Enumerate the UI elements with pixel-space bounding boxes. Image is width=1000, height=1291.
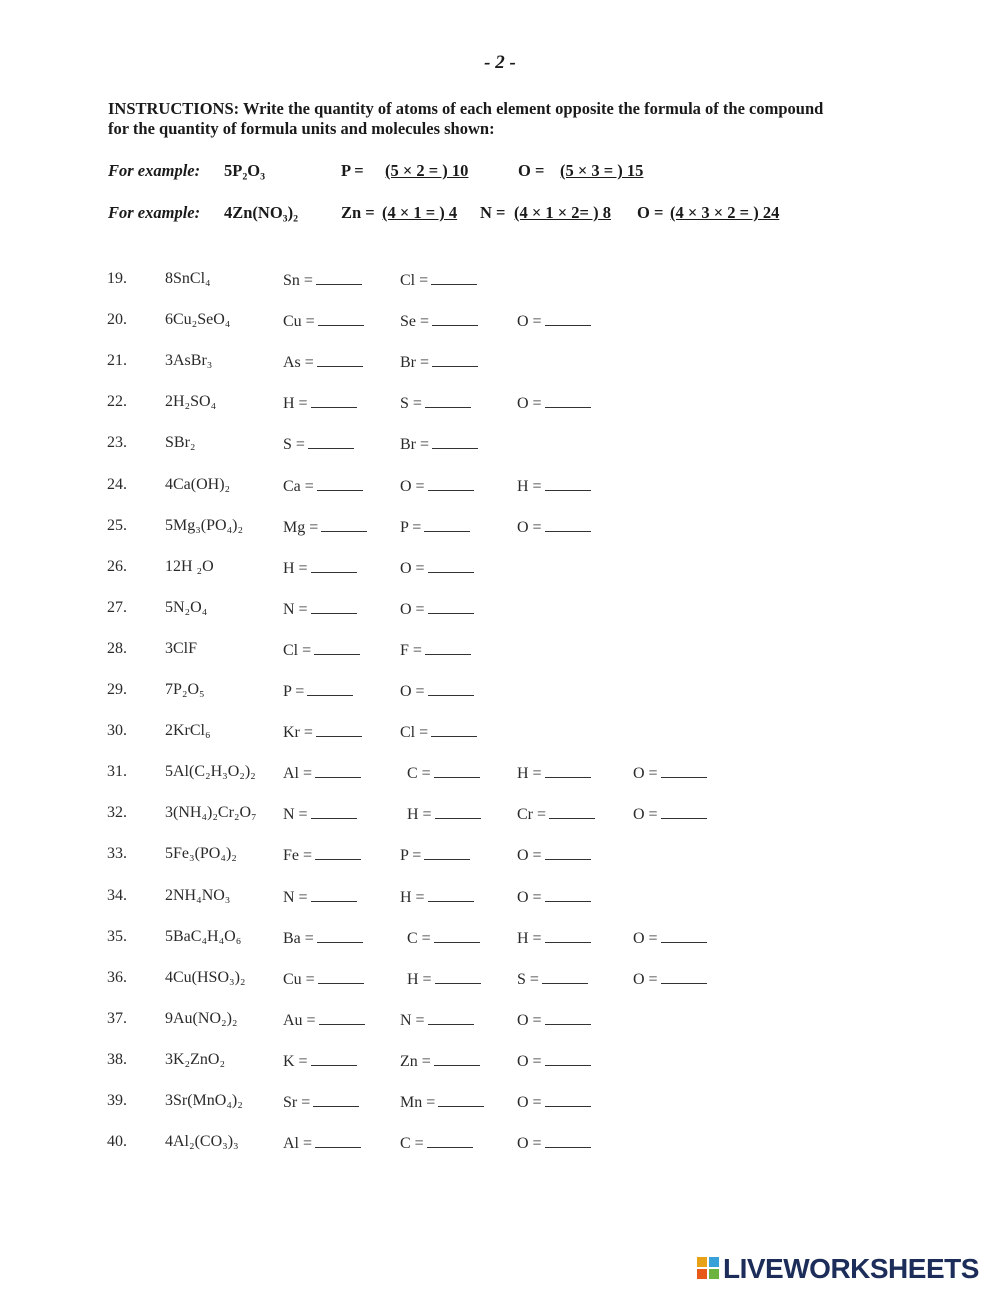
answer-blank[interactable] xyxy=(435,804,481,819)
element-answer xyxy=(283,352,363,372)
example-element: Zn = xyxy=(341,203,375,222)
element-label: O = xyxy=(517,395,542,412)
logo-text: LIVEWORKSHEETS xyxy=(723,1253,979,1284)
element-answer xyxy=(517,311,591,331)
problem-number: 36. xyxy=(107,969,127,986)
element-label: F = xyxy=(400,642,422,659)
element-label: Al = xyxy=(283,1135,313,1152)
element-answer xyxy=(400,311,478,331)
answer-blank[interactable] xyxy=(428,1010,474,1025)
answer-blank[interactable] xyxy=(545,517,591,532)
element-label: N = xyxy=(283,601,308,618)
answer-blank[interactable] xyxy=(315,1133,361,1148)
element-label: H = xyxy=(400,889,425,906)
answer-blank[interactable] xyxy=(427,1133,473,1148)
element-answer xyxy=(283,722,362,742)
element-label: O = xyxy=(633,765,658,782)
problem-row xyxy=(0,804,1000,828)
answer-blank[interactable] xyxy=(311,887,357,902)
problem-number: 21. xyxy=(107,352,127,369)
element-answer xyxy=(633,804,707,824)
element-answer xyxy=(517,763,591,783)
example-answer: (5 × 3 = ) 15 xyxy=(560,161,644,180)
element-label: O = xyxy=(400,478,425,495)
answer-blank[interactable] xyxy=(428,558,474,573)
element-label: H = xyxy=(283,560,308,577)
element-label: S = xyxy=(517,971,539,988)
problem-number: 24. xyxy=(107,476,127,493)
element-answer xyxy=(400,393,471,413)
example-element: N = xyxy=(480,203,506,222)
answer-blank[interactable] xyxy=(431,270,477,285)
element-label: O = xyxy=(400,683,425,700)
problem-formula: 5Mg₃(PO₄)₂ xyxy=(165,517,244,534)
problem-row xyxy=(0,517,1000,541)
answer-blank[interactable] xyxy=(424,845,470,860)
problem-row xyxy=(0,476,1000,500)
element-label: O = xyxy=(633,930,658,947)
problem-formula: 5Fe₃(PO₄)₂ xyxy=(165,845,237,862)
element-answer xyxy=(400,1051,480,1071)
answer-blank[interactable] xyxy=(425,640,471,655)
element-label: Kr = xyxy=(283,724,313,741)
problem-number: 27. xyxy=(107,599,127,616)
answer-blank[interactable] xyxy=(545,928,591,943)
element-answer xyxy=(517,928,591,948)
example-formula: 4Zn(NO₃)₂ xyxy=(224,203,299,222)
answer-blank[interactable] xyxy=(318,969,364,984)
element-answer xyxy=(633,969,707,989)
answer-blank[interactable] xyxy=(316,270,362,285)
element-label: P = xyxy=(400,519,422,536)
element-label: P = xyxy=(400,847,422,864)
answer-blank[interactable] xyxy=(432,352,478,367)
example-answer: (4 × 3 × 2 = ) 24 xyxy=(670,203,780,222)
logo-icon xyxy=(697,1257,719,1279)
answer-blank[interactable] xyxy=(661,928,707,943)
problem-row xyxy=(0,763,1000,787)
problem-number: 29. xyxy=(107,681,127,698)
answer-blank[interactable] xyxy=(434,928,480,943)
answer-blank[interactable] xyxy=(315,763,361,778)
answer-blank[interactable] xyxy=(311,599,357,614)
example-formula: 5P₂O₃ xyxy=(224,161,266,180)
element-label: K = xyxy=(283,1053,308,1070)
element-label: H = xyxy=(407,971,432,988)
element-answer xyxy=(517,1010,591,1030)
element-label: Br = xyxy=(400,436,430,453)
answer-blank[interactable] xyxy=(434,1051,480,1066)
example-answer: (4 × 1 = ) 4 xyxy=(382,203,458,222)
element-label: Mn = xyxy=(400,1094,436,1111)
element-answer xyxy=(517,1092,591,1112)
element-label: Au = xyxy=(283,1012,316,1029)
element-answer xyxy=(400,352,478,372)
problem-number: 35. xyxy=(107,928,127,945)
answer-blank[interactable] xyxy=(545,845,591,860)
element-label: O = xyxy=(517,1053,542,1070)
element-label: Cr = xyxy=(517,806,547,823)
answer-blank[interactable] xyxy=(425,393,471,408)
element-label: Sn = xyxy=(283,272,313,289)
element-label: H = xyxy=(283,395,308,412)
answer-blank[interactable] xyxy=(317,352,363,367)
problem-formula: 2H₂SO₄ xyxy=(165,393,217,410)
answer-blank[interactable] xyxy=(311,1051,357,1066)
problem-number: 34. xyxy=(107,887,127,904)
element-label: As = xyxy=(283,354,314,371)
element-answer xyxy=(400,1010,474,1030)
example-element: O = xyxy=(518,161,545,180)
answer-blank[interactable] xyxy=(315,845,361,860)
element-label: S = xyxy=(400,395,422,412)
element-label: Cu = xyxy=(283,313,315,330)
answer-blank[interactable] xyxy=(316,722,362,737)
element-answer xyxy=(283,928,363,948)
problem-row xyxy=(0,681,1000,705)
element-label: Se = xyxy=(400,313,430,330)
answer-blank[interactable] xyxy=(438,1092,484,1107)
element-label: Al = xyxy=(283,765,313,782)
element-label: P = xyxy=(283,683,305,700)
answer-blank[interactable] xyxy=(428,599,474,614)
problem-formula: 2NH₄NO₃ xyxy=(165,887,231,904)
element-label: O = xyxy=(517,889,542,906)
element-answer xyxy=(400,887,474,907)
problem-formula: 3AsBr₃ xyxy=(165,352,213,369)
element-label: O = xyxy=(400,560,425,577)
answer-blank[interactable] xyxy=(545,887,591,902)
element-answer xyxy=(400,845,470,865)
answer-blank[interactable] xyxy=(545,311,591,326)
problem-number: 20. xyxy=(107,311,127,328)
problem-formula: 6Cu₂SeO₄ xyxy=(165,311,231,328)
element-answer xyxy=(283,1133,361,1153)
element-answer xyxy=(400,640,471,660)
element-answer xyxy=(283,681,353,701)
answer-blank[interactable] xyxy=(311,393,357,408)
element-answer xyxy=(517,1133,591,1153)
answer-blank[interactable] xyxy=(545,393,591,408)
problem-number: 39. xyxy=(107,1092,127,1109)
example-element: O = xyxy=(637,203,664,222)
element-answer xyxy=(400,517,470,537)
element-answer xyxy=(283,1010,365,1030)
element-answer xyxy=(283,599,357,619)
element-answer xyxy=(407,928,480,948)
element-label: Zn = xyxy=(400,1053,431,1070)
answer-blank[interactable] xyxy=(545,1051,591,1066)
answer-blank[interactable] xyxy=(308,434,354,449)
answer-blank[interactable] xyxy=(313,1092,359,1107)
element-answer xyxy=(400,558,474,578)
answer-blank[interactable] xyxy=(661,969,707,984)
answer-blank[interactable] xyxy=(321,517,367,532)
element-answer xyxy=(400,681,474,701)
problem-formula: 8SnCl₄ xyxy=(165,270,211,287)
problem-row xyxy=(0,311,1000,335)
element-label: O = xyxy=(517,1094,542,1111)
problem-number: 37. xyxy=(107,1010,127,1027)
element-answer xyxy=(283,311,364,331)
element-label: Br = xyxy=(400,354,430,371)
answer-blank[interactable] xyxy=(317,476,363,491)
element-label: Mg = xyxy=(283,519,319,536)
problem-formula: 7P₂O₅ xyxy=(165,681,205,698)
element-answer xyxy=(283,804,357,824)
problem-number: 28. xyxy=(107,640,127,657)
problem-formula: 3K₂ZnO₂ xyxy=(165,1051,226,1068)
problem-formula: 12H ₂O xyxy=(165,558,214,575)
answer-blank[interactable] xyxy=(318,311,364,326)
answer-blank[interactable] xyxy=(307,681,353,696)
element-answer xyxy=(283,1051,357,1071)
problem-formula: 4Ca(OH)₂ xyxy=(165,476,231,493)
element-answer xyxy=(283,517,367,537)
example-label: For example: xyxy=(108,203,201,222)
element-label: Ba = xyxy=(283,930,314,947)
answer-blank[interactable] xyxy=(319,1010,365,1025)
element-answer xyxy=(633,763,707,783)
element-answer xyxy=(400,1092,484,1112)
answer-blank[interactable] xyxy=(545,763,591,778)
problem-row xyxy=(0,845,1000,869)
element-answer xyxy=(407,763,480,783)
answer-blank[interactable] xyxy=(428,476,474,491)
example-element: P = xyxy=(341,161,364,180)
element-label: O = xyxy=(517,1012,542,1029)
problem-row xyxy=(0,928,1000,952)
element-label: O = xyxy=(400,601,425,618)
element-label: O = xyxy=(633,971,658,988)
element-answer xyxy=(517,476,591,496)
element-label: H = xyxy=(517,478,542,495)
element-answer xyxy=(517,845,591,865)
answer-blank[interactable] xyxy=(432,311,478,326)
element-label: H = xyxy=(517,930,542,947)
element-label: C = xyxy=(407,765,431,782)
problem-number: 32. xyxy=(107,804,127,821)
element-label: Cl = xyxy=(400,724,429,741)
answer-blank[interactable] xyxy=(432,434,478,449)
element-label: N = xyxy=(283,889,308,906)
element-label: N = xyxy=(283,806,308,823)
element-label: O = xyxy=(517,1135,542,1152)
problem-formula: 9Au(NO₂)₂ xyxy=(165,1010,238,1027)
problem-number: 40. xyxy=(107,1133,127,1150)
element-label: Cl = xyxy=(400,272,429,289)
answer-blank[interactable] xyxy=(661,804,707,819)
answer-blank[interactable] xyxy=(661,763,707,778)
element-label: Cl = xyxy=(283,642,312,659)
element-label: O = xyxy=(633,806,658,823)
problem-row xyxy=(0,969,1000,993)
element-answer xyxy=(407,804,481,824)
problem-formula: 4Cu(HSO₃)₂ xyxy=(165,969,246,986)
problem-formula: 3Sr(MnO₄)₂ xyxy=(165,1092,243,1109)
problem-formula: 2KrCl₆ xyxy=(165,722,211,739)
element-label: O = xyxy=(517,313,542,330)
element-answer xyxy=(283,640,360,660)
example-label: For example: xyxy=(108,161,201,180)
example-answer: (4 × 1 × 2= ) 8 xyxy=(514,203,611,222)
element-label: Cu = xyxy=(283,971,315,988)
problem-formula: 5BaC₄H₄O₆ xyxy=(165,928,242,945)
problem-row xyxy=(0,887,1000,911)
answer-blank[interactable] xyxy=(317,928,363,943)
element-answer xyxy=(283,476,363,496)
element-answer xyxy=(400,1133,473,1153)
element-answer xyxy=(400,722,477,742)
element-answer xyxy=(517,1051,591,1071)
element-answer xyxy=(517,887,591,907)
problem-row xyxy=(0,434,1000,458)
answer-blank[interactable] xyxy=(428,887,474,902)
problem-row xyxy=(0,1133,1000,1157)
element-answer xyxy=(283,393,357,413)
element-answer xyxy=(283,969,364,989)
answer-blank[interactable] xyxy=(545,476,591,491)
problem-number: 38. xyxy=(107,1051,127,1068)
element-answer xyxy=(283,887,357,907)
element-answer xyxy=(283,434,354,454)
problem-formula: SBr₂ xyxy=(165,434,196,451)
element-label: Fe = xyxy=(283,847,313,864)
element-label: Ca = xyxy=(283,478,314,495)
problem-row xyxy=(0,1051,1000,1075)
answer-blank[interactable] xyxy=(549,804,595,819)
problem-row xyxy=(0,270,1000,294)
problem-number: 33. xyxy=(107,845,127,862)
problem-row xyxy=(0,640,1000,664)
answer-blank[interactable] xyxy=(435,969,481,984)
answer-blank[interactable] xyxy=(311,804,357,819)
problem-number: 30. xyxy=(107,722,127,739)
answer-blank[interactable] xyxy=(314,640,360,655)
element-answer xyxy=(517,517,591,537)
element-label: H = xyxy=(517,765,542,782)
problem-row xyxy=(0,1010,1000,1034)
problem-formula: 3ClF xyxy=(165,640,198,657)
element-answer xyxy=(283,558,357,578)
answer-blank[interactable] xyxy=(424,517,470,532)
element-answer xyxy=(517,393,591,413)
problem-row xyxy=(0,1092,1000,1116)
answer-blank[interactable] xyxy=(542,969,588,984)
element-answer xyxy=(283,763,361,783)
element-answer xyxy=(400,270,477,290)
problem-formula: 5Al(C₂H₃O₂)₂ xyxy=(165,763,256,780)
problem-row xyxy=(0,599,1000,623)
problem-number: 31. xyxy=(107,763,127,780)
answer-blank[interactable] xyxy=(434,763,480,778)
answer-blank[interactable] xyxy=(428,681,474,696)
instructions: INSTRUCTIONS: Write the quantity of atoms of each element opposite the formula of the compound for the quantity of formula units and molecules shown: xyxy=(108,99,824,138)
element-label: H = xyxy=(407,806,432,823)
element-answer xyxy=(283,845,361,865)
element-answer xyxy=(633,928,707,948)
element-label: Sr = xyxy=(283,1094,311,1111)
answer-blank[interactable] xyxy=(545,1010,591,1025)
problem-row xyxy=(0,722,1000,746)
element-answer xyxy=(283,1092,359,1112)
element-label: S = xyxy=(283,436,305,453)
element-answer xyxy=(400,434,478,454)
example-answer: (5 × 2 = ) 10 xyxy=(385,161,469,180)
problem-formula: 3(NH₄)₂Cr₂O₇ xyxy=(165,804,257,821)
problem-formula: 4Al₂(CO₃)₃ xyxy=(165,1133,239,1150)
element-label: O = xyxy=(517,847,542,864)
element-answer xyxy=(400,476,474,496)
problem-row xyxy=(0,393,1000,417)
problem-number: 25. xyxy=(107,517,127,534)
problem-formula: 5N₂O₄ xyxy=(165,599,208,616)
element-label: O = xyxy=(517,519,542,536)
answer-blank[interactable] xyxy=(545,1133,591,1148)
element-answer xyxy=(283,270,362,290)
element-label: N = xyxy=(400,1012,425,1029)
problem-number: 23. xyxy=(107,434,127,451)
problem-number: 22. xyxy=(107,393,127,410)
problem-row xyxy=(0,352,1000,376)
answer-blank[interactable] xyxy=(545,1092,591,1107)
element-answer xyxy=(400,599,474,619)
element-answer xyxy=(517,804,595,824)
problem-row xyxy=(0,558,1000,582)
problem-number: 26. xyxy=(107,558,127,575)
element-answer xyxy=(407,969,481,989)
element-label: C = xyxy=(407,930,431,947)
element-answer xyxy=(517,969,588,989)
problem-number: 19. xyxy=(107,270,127,287)
answer-blank[interactable] xyxy=(311,558,357,573)
answer-blank[interactable] xyxy=(431,722,477,737)
liveworksheets-logo xyxy=(697,1253,993,1287)
element-label: C = xyxy=(400,1135,424,1152)
page-number: - 2 - xyxy=(484,52,516,73)
